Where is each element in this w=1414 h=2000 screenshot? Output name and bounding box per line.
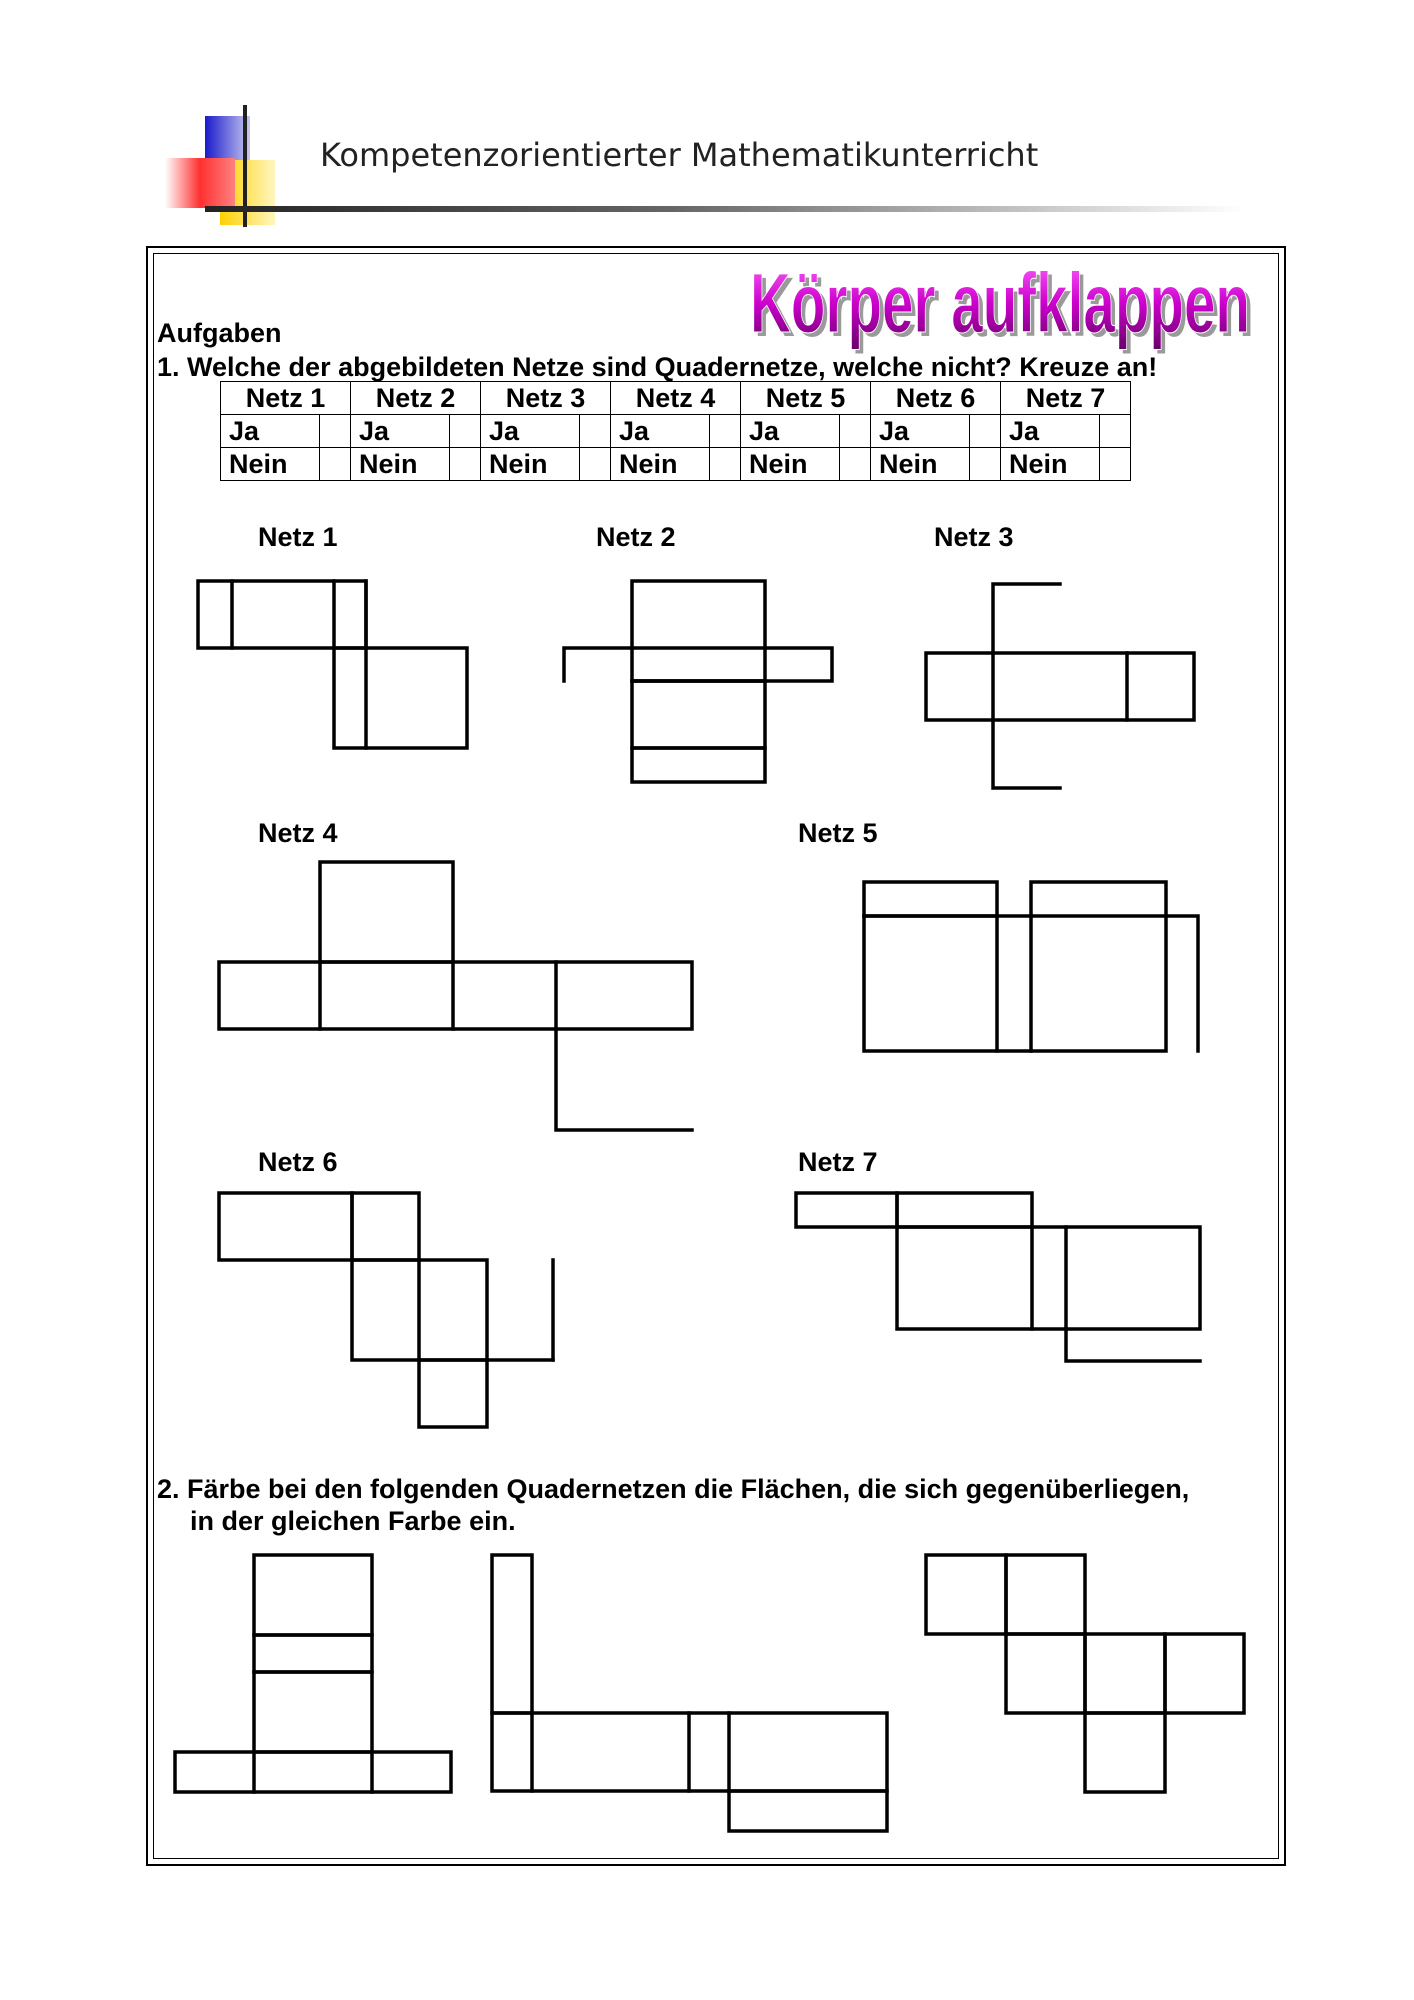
ja-label: Ja	[481, 415, 580, 448]
net-5-drawing	[864, 882, 1198, 1051]
nein-label: Nein	[1001, 448, 1100, 481]
task-2-instruction-continued: in der gleichen Farbe ein.	[190, 1506, 516, 1536]
column-header-netz-2: Netz 2	[351, 382, 481, 415]
net-1-drawing	[198, 581, 467, 748]
net-7-drawing	[796, 1193, 1200, 1361]
task-1-instruction: 1. Welche der abgebildeten Netze sind Quadernetze, welche nicht? Kreuze an!	[157, 352, 1158, 382]
task2-net-a-drawing	[175, 1555, 451, 1792]
worksheet-title: Körper aufklappen	[750, 256, 1250, 350]
net-4-drawing	[219, 862, 692, 1130]
nein-label: Nein	[871, 448, 970, 481]
net-label-6: Netz 6	[258, 1147, 338, 1177]
net-2-drawing	[564, 581, 832, 782]
column-header-netz-4: Netz 4	[611, 382, 741, 415]
ja-label: Ja	[351, 415, 450, 448]
task2-net-c-drawing	[926, 1555, 1244, 1792]
column-header-netz-1: Netz 1	[221, 382, 351, 415]
task2-net-b-drawing	[492, 1555, 887, 1831]
net-label-5: Netz 5	[798, 818, 878, 848]
net-3-drawing	[926, 584, 1194, 788]
ja-label: Ja	[741, 415, 840, 448]
worksheet-title-shadow: Körper aufklappen	[754, 260, 1254, 354]
net-label-3: Netz 3	[934, 522, 1014, 552]
net-label-2: Netz 2	[596, 522, 676, 552]
column-header-netz-3: Netz 3	[481, 382, 611, 415]
column-header-netz-6: Netz 6	[871, 382, 1001, 415]
task-2-instruction: 2. Färbe bei den folgenden Quadernetzen die Flächen, die sich gegenüberliegen,	[157, 1474, 1190, 1504]
net-label-7: Netz 7	[798, 1147, 878, 1177]
header-title: Kompetenzorientierter Mathematikunterricht	[320, 136, 1039, 174]
net-label-4: Netz 4	[258, 818, 338, 848]
net-label-1: Netz 1	[258, 522, 338, 552]
section-heading: Aufgaben	[157, 318, 282, 348]
ja-label: Ja	[871, 415, 970, 448]
nein-label: Nein	[741, 448, 840, 481]
nein-label: Nein	[221, 448, 320, 481]
column-header-netz-7: Netz 7	[1001, 382, 1131, 415]
ja-label: Ja	[1001, 415, 1100, 448]
ja-label: Ja	[611, 415, 710, 448]
nein-label: Nein	[351, 448, 450, 481]
net-6-drawing	[219, 1193, 553, 1427]
column-header-netz-5: Netz 5	[741, 382, 871, 415]
nein-label: Nein	[611, 448, 710, 481]
ja-label: Ja	[221, 415, 320, 448]
nein-label: Nein	[481, 448, 580, 481]
